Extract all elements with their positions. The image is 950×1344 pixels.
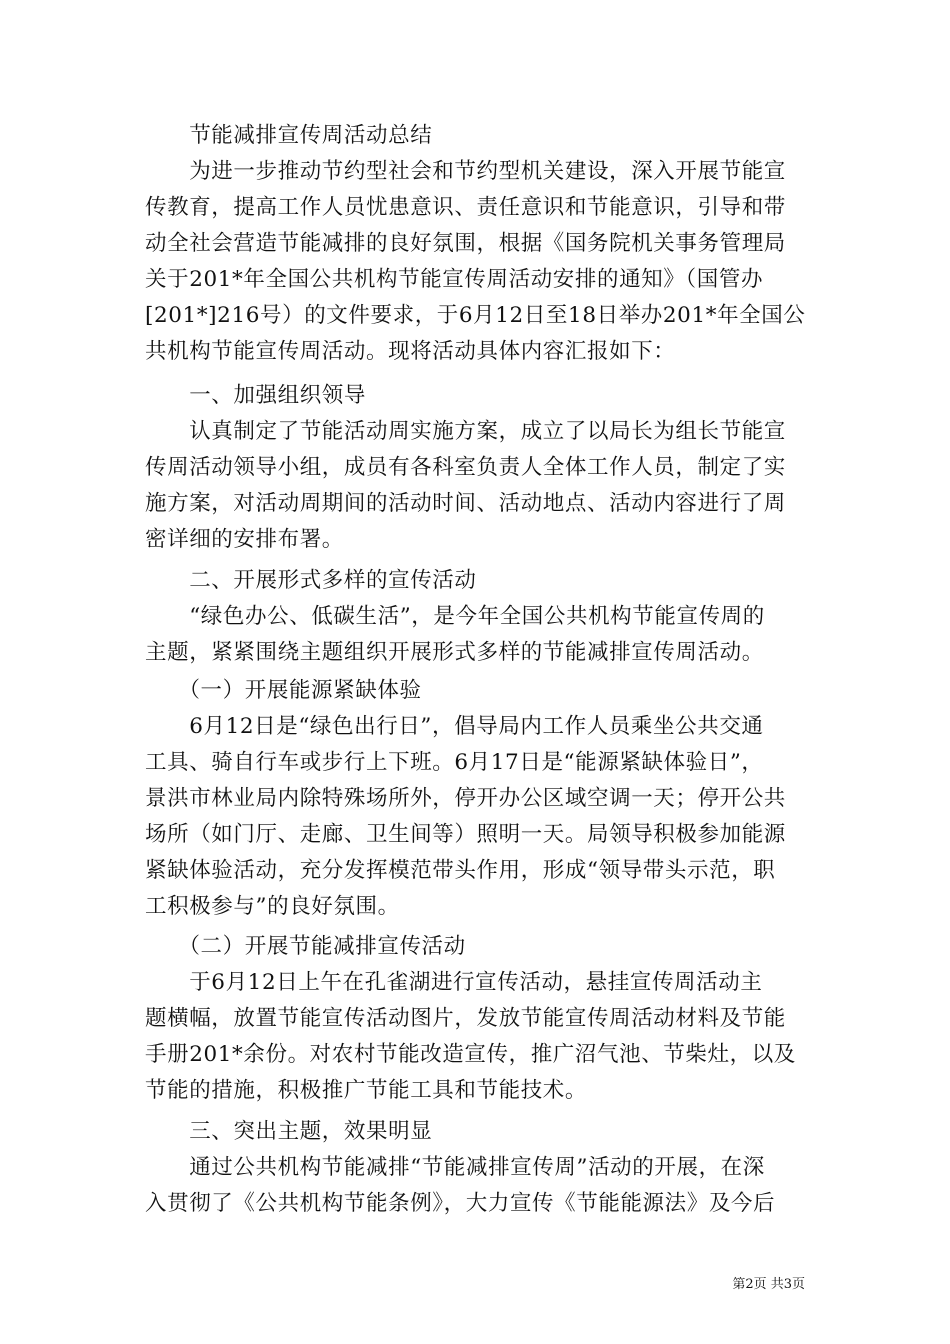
doc-line: 共机构节能宣传周活动。现将活动具体内容汇报如下： [145, 339, 676, 364]
doc-line: [201*]216号）的文件要求，于6月12日至18日举办201*年全国公 [145, 303, 806, 328]
doc-line: 景洪市林业局内除特殊场所外，停开办公区域空调一天；停开公共 [145, 786, 786, 811]
subsection-heading: （二）开展节能减排宣传活动 [145, 934, 466, 959]
section-heading: 一、加强组织领导 [145, 383, 367, 408]
subsection-heading: （一）开展能源紧缺体验 [145, 678, 422, 703]
doc-line: 6月12日是“绿色出行日”，倡导局内工作人员乘坐公共交通 [145, 714, 764, 739]
doc-line: 紧缺体验活动，充分发挥模范带头作用，形成“领导带头示范，职 [145, 858, 776, 883]
doc-line: 认真制定了节能活动周实施方案，成立了以局长为组长节能宣 [145, 419, 786, 444]
doc-line: 手册201*余份。对农村节能改造宣传，推广沼气池、节柴灶，以及 [145, 1042, 796, 1067]
doc-line: 入贯彻了《公共机构节能条例》，大力宣传《节能能源法》及今后 [145, 1191, 776, 1216]
doc-title: 节能减排宣传周活动总结 [145, 123, 433, 148]
section-heading: 二、开展形式多样的宣传活动 [145, 568, 477, 593]
doc-line: 工具、骑自行车或步行上下班。6月17日是“能源紧缺体验日”， [145, 750, 764, 775]
section-heading: 三、突出主题，效果明显 [145, 1119, 433, 1144]
doc-line: 传教育，提高工作人员忧患意识、责任意识和节能意识，引导和带 [145, 195, 786, 220]
doc-line: 动全社会营造节能减排的良好氛围，根据《国务院机关事务管理局 [145, 231, 786, 256]
doc-line: 传周活动领导小组，成员有各科室负责人全体工作人员，制定了实 [145, 455, 786, 480]
doc-line: 主题，紧紧围绕主题组织开展形式多样的节能减排宣传周活动。 [145, 640, 764, 665]
doc-line: 密详细的安排布署。 [145, 527, 344, 552]
doc-line: 场所（如门厅、走廊、卫生间等）照明一天。局领导积极参加能源 [145, 822, 786, 847]
doc-line: 工积极参与”的良好氛围。 [145, 894, 400, 919]
doc-line: 关于201*年全国公共机构节能宣传周活动安排的通知》（国管办 [145, 267, 764, 292]
doc-line: 为进一步推动节约型社会和节约型机关建设，深入开展节能宣 [145, 159, 786, 184]
doc-line: 施方案，对活动周期间的活动时间、活动地点、活动内容进行了周 [145, 491, 786, 516]
doc-line: 题横幅，放置节能宣传活动图片，发放节能宣传周活动材料及节能 [145, 1006, 786, 1031]
doc-line: 通过公共机构节能减排“节能减排宣传周”活动的开展，在深 [145, 1155, 765, 1180]
doc-line: “绿色办公、低碳生活”，是今年全国公共机构节能宣传周的 [145, 604, 765, 629]
doc-line: 节能的措施，积极推广节能工具和节能技术。 [145, 1078, 588, 1103]
page-number: 第2页 共3页 [732, 1277, 805, 1292]
doc-line: 于6月12日上午在孔雀湖进行宣传活动，悬挂宣传周活动主 [145, 970, 763, 995]
